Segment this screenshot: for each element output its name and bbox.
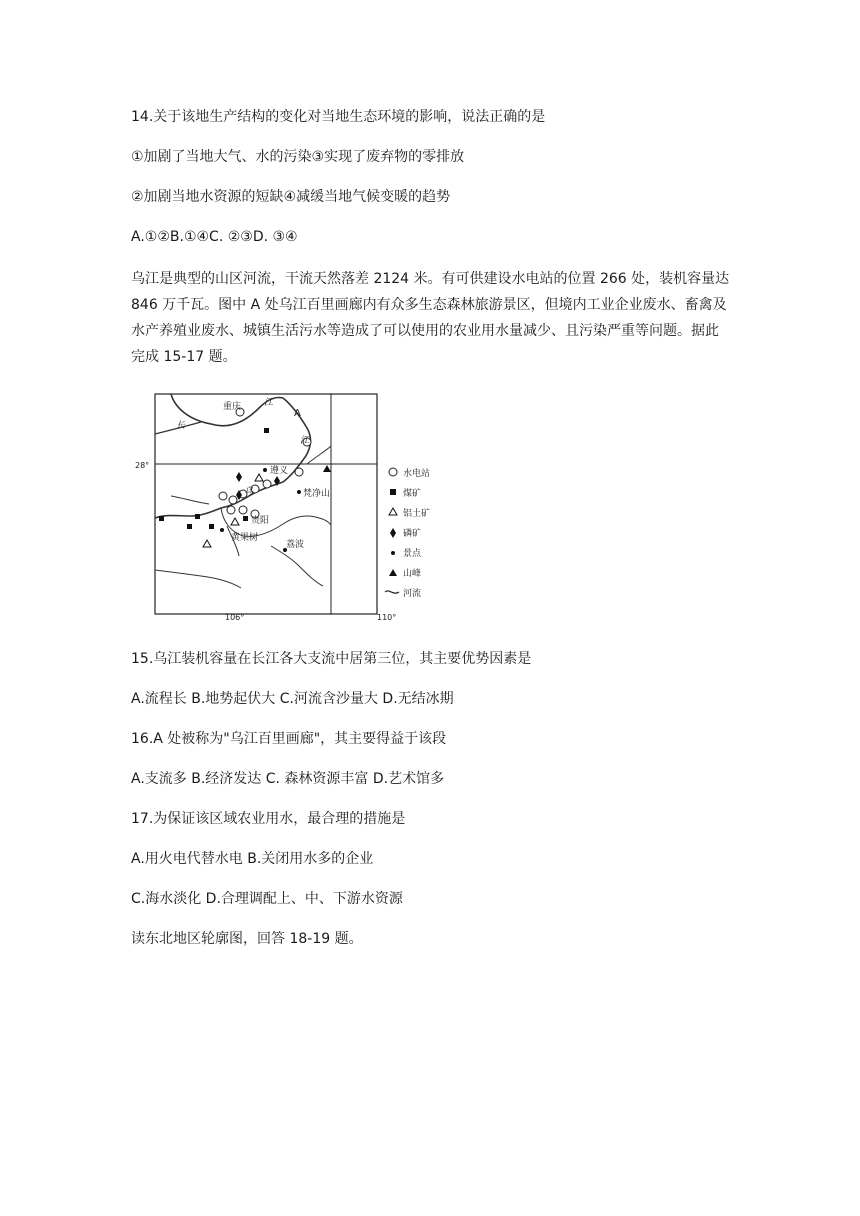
bauxite-icon [389,508,397,515]
scenic-spot-icon [391,551,395,555]
q15-stem: 15.乌江装机容量在长江各大支流中居第三位，其主要优势因素是 [131,651,532,667]
legend-label-1: 煤矿 [403,489,422,499]
legend-label-3: 磷矿 [403,529,422,539]
q14-statement-2: ②加剧当地水资源的短缺④减缓当地气候变暖的趋势 [131,189,451,205]
map-legend [385,467,430,599]
label-guiyang: 贵阳 [251,516,270,526]
legend-label-2: 铝土矿 [403,509,431,519]
q14-stem: 14.关于该地生产结构的变化对当地生态环境的影响，说法正确的是 [131,109,546,125]
wujiang-map [131,386,449,622]
tick-lat-28: 28° [135,461,150,470]
coal-mine-icon [390,489,396,495]
q14-statement-1: ①加剧了当地大气、水的污染③实现了废弃物的零排放 [131,149,465,165]
legend-label-4: 景点 [403,549,422,559]
passage-text: 乌江是典型的山区河流，干流天然落差 2124 米。有可供建设水电站的位置 266 处，装机容量达 846 万千瓦。图中 A 处乌江百里画廊内有众多生态森林旅游景区，但境内工业企业废水、畜禽及水产养殖业废水、城镇生活污水等造成了可以使用的农业用水量减少、且污染严重等问题。据此完成 15-17 题。 [131,271,730,365]
tick-lon-110: 110° [377,613,397,622]
q17-stem: 17.为保证该区域农业用水，最合理的措施是 [131,811,406,827]
label-jiang-lower: 江 [300,436,310,446]
legend-label-5: 山峰 [403,569,422,579]
q14-choices: A.①②B.①④C. ②③D. ③④ [131,229,298,245]
q17-choices-1: A.用火电代替水电 B.关闭用水多的企业 [131,851,374,867]
label-fanjingshan: 梵净山 [303,489,331,499]
label-jiang-upper: 江 [264,398,274,408]
peak-marker [323,465,331,472]
label-a: A [294,408,301,419]
label-wu: 乌 [244,487,254,497]
label-chang: 长 [176,421,186,431]
q15-choices: A.流程长 B.地势起伏大 C.河流含沙量大 D.无结冰期 [131,691,454,707]
label-huangguoshu: 黄果树 [231,533,259,543]
phosphate-icon [390,528,396,538]
q17-choices-2: C.海水淡化 D.合理调配上、中、下游水资源 [131,891,403,907]
q16-stem: 16.A 处被称为"乌江百里画廊"，其主要得益于该段 [131,731,447,747]
label-libo: 荔波 [286,540,305,550]
legend-label-6: 河流 [403,589,422,599]
river-icon [385,591,399,593]
label-zunyi: 遵义 [270,466,289,476]
peak-icon [389,569,397,576]
tick-lon-106: 106° [225,613,245,622]
q16-choices: A.支流多 B.经济发达 C. 森林资源丰富 D.艺术馆多 [131,771,445,787]
hydropower-icon [389,468,397,476]
label-chongqing: 重庆 [223,402,242,412]
legend-label-0: 水电站 [403,469,431,479]
next-section-intro: 读东北地区轮廓图，回答 18-19 题。 [131,931,363,947]
